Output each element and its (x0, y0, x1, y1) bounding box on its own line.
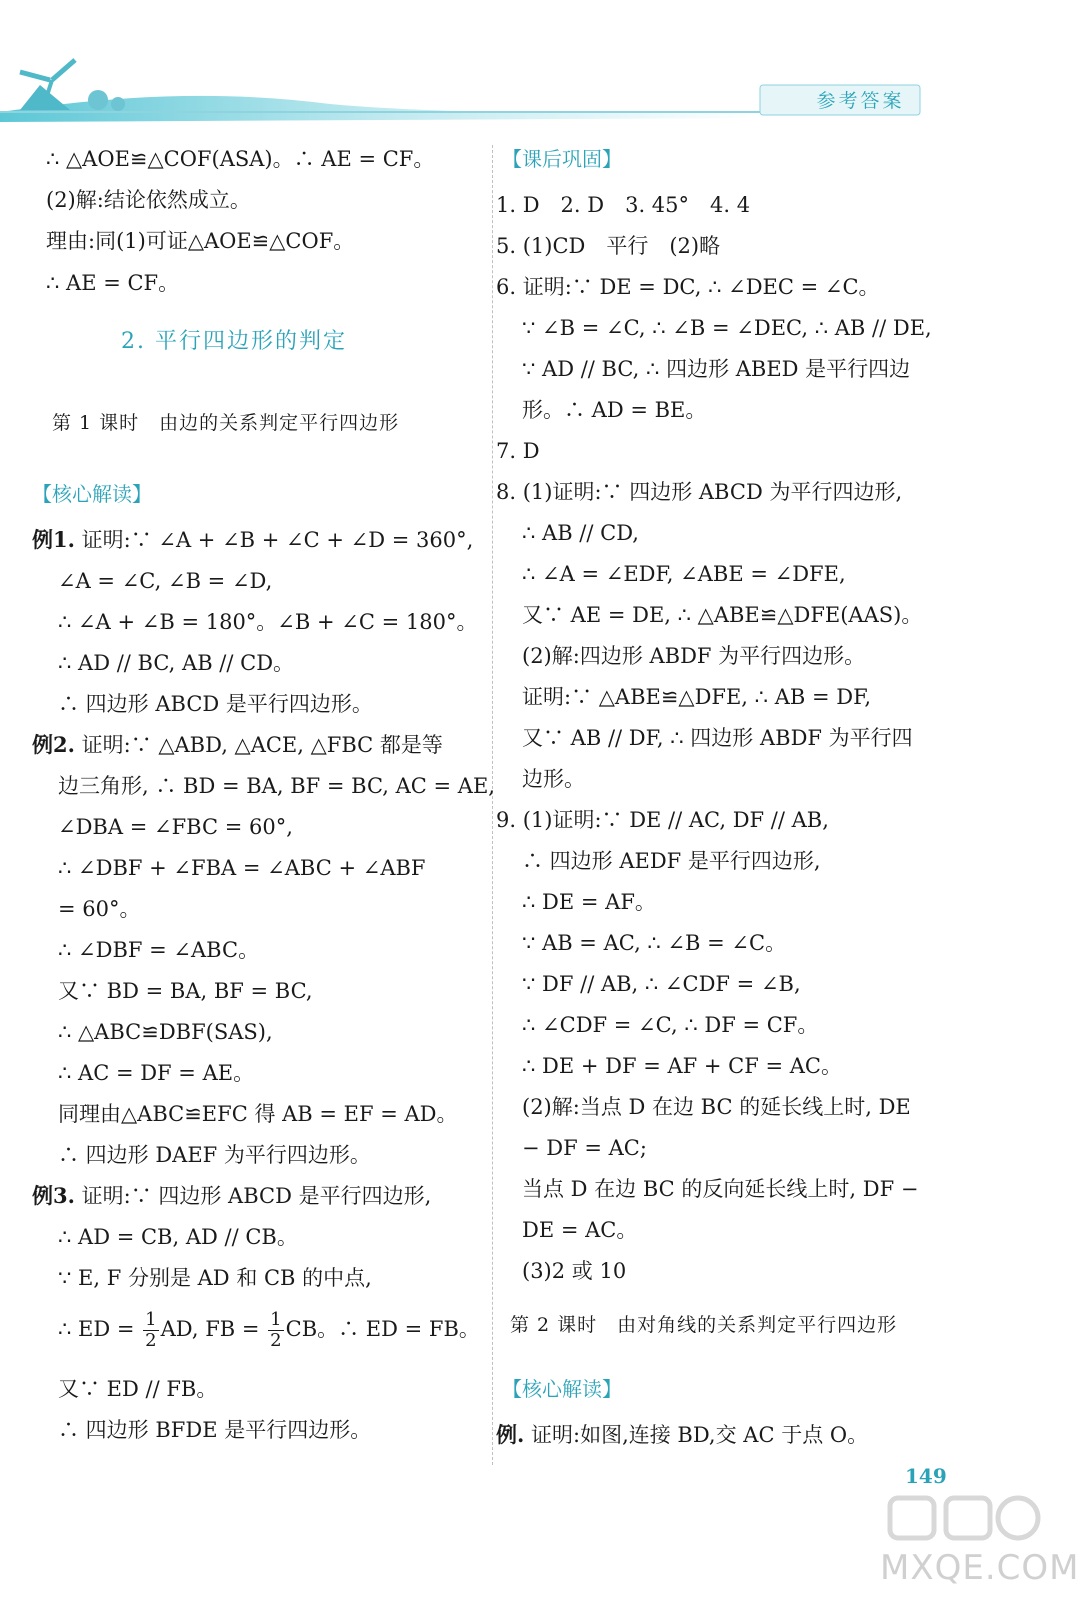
text-line: − DF = AC; (522, 1136, 647, 1160)
text-line: 又∵ AB // DF, ∴ 四边形 ABDF 为平行四 (522, 726, 913, 750)
header-banner-graphic (0, 0, 1057, 140)
text-line: ∴ 四边形 ABCD 是平行四边形。 (58, 692, 373, 716)
text-line: ∴ ∠A = ∠EDF, ∠ABE = ∠DFE, (522, 562, 846, 586)
section-tag-core-2: 【核心解读】 (502, 1377, 622, 1401)
text-line: ∴ DE = AF。 (522, 890, 656, 914)
column-divider (492, 145, 493, 1465)
text-span: 证明:如图,连接 BD,交 AC 于点 O。 (524, 1423, 869, 1447)
fraction-denominator: 2 (270, 1330, 282, 1351)
text-line: 6. 证明:∵ DE = DC, ∴ ∠DEC = ∠C。 (496, 275, 880, 299)
text-line: DE = AC。 (522, 1218, 638, 1242)
example-1-first-line (32, 526, 473, 554)
text-line: (2)解:四边形 ABDF 为平行四边形。 (522, 644, 866, 668)
text-line: ∴ ∠A + ∠B = 180°。∠B + ∠C = 180°。 (58, 610, 478, 634)
text-line: ∴ 四边形 BFDE 是平行四边形。 (58, 1418, 372, 1442)
text-line: 边形。 (522, 767, 585, 791)
fraction-numerator: 1 (145, 1309, 157, 1330)
example-label: 例1. (32, 527, 75, 552)
text-line: 9. (1)证明:∵ DE // AC, DF // AB, (496, 808, 829, 832)
text-line: 又∵ BD = BA, BF = BC, (58, 979, 313, 1003)
lesson-title-2: 第 2 课时 由对角线的关系判定平行四边形 (510, 1314, 898, 1336)
lesson-title: 第 1 课时 由边的关系判定平行四边形 (52, 412, 400, 434)
text-line: 8. (1)证明:∵ 四边形 ABCD 为平行四边形, (496, 480, 903, 504)
text-line: 证明:∵ △ABE≌△DFE, ∴ AB = DF, (522, 685, 872, 709)
text-line: 同理由△ABC≌EFC 得 AB = EF = AD。 (58, 1102, 458, 1126)
text-line: ∴ AC = DF = AE。 (58, 1061, 255, 1085)
answer-5: 5. (1)CD 平行 (2)略 (496, 234, 721, 258)
text-line: ∴ 四边形 DAEF 为平行四边形。 (58, 1143, 371, 1167)
text-line: ∵ AD // BC, ∴ 四边形 ABED 是平行四边 (522, 357, 911, 381)
text-line: (2)解:结论依然成立。 (46, 188, 251, 212)
text-line: ∴ ∠DBF = ∠ABC。 (58, 938, 260, 962)
fraction-denominator: 2 (145, 1330, 157, 1351)
text-line: ∴ AE = CF。 (46, 271, 180, 295)
text-line: ∴ AD = CB, AD // CB。 (58, 1225, 298, 1249)
text-line: ∴ △ABC≌DBF(SAS), (58, 1020, 273, 1044)
answer-7: 7. D (496, 439, 540, 463)
text-span: CB。∴ ED = FB。 (285, 1317, 480, 1341)
example-label: 例. (496, 1422, 525, 1447)
section-tag-review: 【课后巩固】 (502, 147, 622, 171)
text-line: 形。∴ AD = BE。 (522, 398, 707, 422)
section-tag-core: 【核心解读】 (32, 482, 152, 506)
chapter-title: 2. 平行四边形的判定 (121, 329, 347, 354)
text-line: ∴ AD // BC, AB // CD。 (58, 651, 295, 675)
text-line: = 60°。 (58, 897, 141, 921)
text-span: 证明:∵ △ABD, △ACE, △FBC 都是等 (74, 733, 443, 757)
fraction-line (32, 1307, 480, 1351)
fraction-numerator: 1 (270, 1309, 282, 1330)
text-line: ∠DBA = ∠FBC = 60°, (58, 815, 293, 839)
text-line: ∵ ∠B = ∠C, ∴ ∠B = ∠DEC, ∴ AB // DE, (522, 316, 932, 340)
example-label: 例2. (32, 732, 75, 757)
example-3-first-line (32, 1182, 431, 1210)
text-line: (3)2 或 10 (522, 1259, 627, 1283)
text-span: 证明:∵ 四边形 ABCD 是平行四边形, (74, 1184, 432, 1208)
text-line: ∴ AB // CD, (522, 521, 639, 545)
text-line: ∴ ∠DBF + ∠FBA = ∠ABC + ∠ABF (58, 856, 426, 880)
text-line: (2)解:当点 D 在边 BC 的延长线上时, DE (522, 1095, 911, 1119)
answers-1-4: 1. D 2. D 3. 45° 4. 4 (496, 193, 751, 217)
watermark-text: MXQE.COM (880, 1548, 1080, 1588)
page-header (0, 0, 1057, 140)
text-line: ∠A = ∠C, ∠B = ∠D, (58, 569, 273, 593)
text-line: ∴ △AOE≌△COF(ASA)。∴ AE = CF。 (46, 147, 435, 171)
text-line: 又∵ ED // FB。 (58, 1377, 218, 1401)
windmill-icon (20, 60, 75, 110)
text-line: ∵ DF // AB, ∴ ∠CDF = ∠B, (522, 972, 801, 996)
text-span: AD, FB = (160, 1317, 267, 1341)
text-line: 当点 D 在边 BC 的反向延长线上时, DF − (522, 1177, 919, 1201)
fraction (143, 1310, 158, 1351)
text-line: 又∵ AE = DE, ∴ △ABE≌△DFE(AAS)。 (522, 603, 923, 627)
text-line: 理由:同(1)可证△AOE≌△COF。 (46, 229, 355, 253)
example-2-first-line (32, 731, 443, 759)
page-number: 149 (905, 1464, 947, 1488)
text-span: ∴ ED = (58, 1317, 142, 1341)
text-line: 边三角形, ∴ BD = BA, BF = BC, AC = AE, (58, 774, 495, 798)
section-tag-answers: 参考答案 (816, 90, 905, 112)
text-line: ∴ DE + DF = AF + CF = AC。 (522, 1054, 843, 1078)
example-label: 例3. (32, 1183, 75, 1208)
text-line: ∵ AB = AC, ∴ ∠B = ∠C。 (522, 931, 787, 955)
text-span: 证明:∵ ∠A + ∠B + ∠C + ∠D = 360°, (74, 528, 474, 552)
example-line (496, 1421, 868, 1449)
text-line: ∴ 四边形 AEDF 是平行四边形, (522, 849, 821, 873)
text-line: ∴ ∠CDF = ∠C, ∴ DF = CF。 (522, 1013, 819, 1037)
text-line: ∵ E, F 分别是 AD 和 CB 的中点, (58, 1266, 372, 1290)
fraction (268, 1310, 283, 1351)
